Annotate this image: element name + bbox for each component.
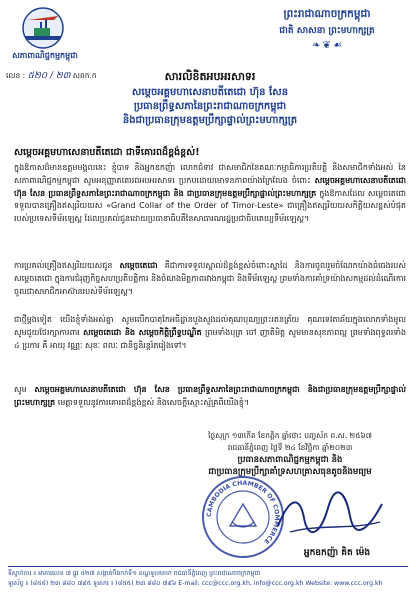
p1-text-a: ក្នុងឱកាសដ៏មានឧត្ដមមង្គលនេះ ខ្ញុំបាទ និងអ្នកឧកញ៉ា លោកជំទាវ ជាសមាជិកនៃគណៈកម្មាធិការប្រតិបត្តិ និងសមាជិកទាំងអស់ នៃសភាពាណិជ្ជកម្មកម្ពុជា សូមអនុញ្ញាតគោរពអបអរសាទរ ប្រកបដោយមោទនភាពយ៉ាងក្រៃលែង ចំពោះ	[14, 163, 406, 185]
p3-text-a: ជាថ្មីម្ដងទៀត យើងខ្ញុំទាំងអស់គ្នា សូមលើកបាតុកែអធិដ្ឋានបួងសួងដល់គុណបុណ្យព្រះរតនត្រ័យ គុណទេវតាឆ័យក្នុងលោកទាំងមូល សូមជួយថែរក្សាការពារ	[14, 315, 406, 337]
paragraph-4	[14, 384, 406, 428]
footer-contact: ទូរស័ព្ទ ៖ (៨៥៥) ២៣ ៨៨០ ៧៩៥ ទូរសារ ៖ (៨៥៥) ២៣ ៨៨០ ៧៩៦ E-mail: ccc@ccc.org.kh, info@ccc.org.kh Website: www.ccc.org.kh	[8, 580, 383, 587]
p4-text-a: សូម	[14, 385, 27, 394]
signer-title-1: ប្រធានសភាពាណិជ្ជកម្មកម្ពុជា និង	[237, 455, 343, 465]
chamber-logo	[14, 6, 72, 52]
paragraph-3	[14, 314, 406, 378]
reference-number	[6, 70, 97, 83]
p3-recipients: សម្ដេចតេជោ និង សម្ដេចកិត្តិព្រឹទ្ធបណ្ឌិត	[83, 327, 202, 337]
p1-recipient: សម្ដេចអគ្គមហាសេនាបតីតេជោ ហ៊ុន សែន ប្រធានព្រឹទ្ធសភានៃព្រះរាជាណាចក្រកម្ពុជា និង ជាប្រធានក្រុមឧត្ដមប្រឹក្សាផ្ទាល់ព្រះមហាក្សត្រ	[14, 175, 406, 198]
org-name: សភាពាណិជ្ជកម្មកម្ពុជា	[12, 51, 78, 60]
p2-text-a: ការប្រគល់គ្រឿងឥស្សរិយយសជូន	[14, 261, 113, 270]
signer-title-2: ជាប្រធានក្រុមប្រឹក្សាគាំទ្រសហគ្រាសធុនតូចនិងមធ្យម	[208, 467, 372, 477]
handwritten-signature	[270, 486, 390, 546]
recipient-name: សម្ដេចអគ្គមហាសេនាបតីតេជោ ហ៊ុន សែន	[131, 87, 289, 98]
salutation: សម្ដេចអគ្គមហាសេនាបតីតេជោ ជាទីគោរពដ៏ខ្ពង់ខ្ពស់!	[14, 147, 200, 158]
stamp-text: CAMBODIA CHAMBER OF COMMERCE	[205, 479, 281, 546]
footer-divider	[8, 566, 408, 567]
ship-icon	[24, 36, 62, 40]
p1-text-c: ក្នុងឱកាសដែល សម្ដេចតេជោ ទទួលបានគ្រឿងឥស្សរិយយស «Grand Collar of the Order of Timor-Leste» ជាគ្រឿងឥស្សរិយយសកិត្តិយសខ្ពស់បំផុតរបស់ប្រទេសទីម័រឡេស្ដ ដែលប្រគល់ជូនដោយប្រធានាធិបតីនៃសាធារណរដ្ឋប្រជាធិបតេយ្យទីម័រឡេស្ដ។	[14, 188, 406, 224]
solar-date: រាជធានីភ្នំពេញ ថ្ងៃទី ២៤ ខែវិច្ឆិកា ឆ្នាំ២០២៣	[227, 443, 353, 452]
ornament-divider: ❧❦☙	[312, 40, 344, 51]
national-motto: ជាតិ សាសនា ព្រះមហាក្សត្រ	[279, 26, 375, 36]
recipient-title-2: និងជាប្រធានក្រុមឧត្ដមប្រឹក្សាផ្ទាល់ព្រះមហាក្សត្រ	[122, 115, 298, 126]
p2-text-c: គឺជាការទទួលស្គាល់ដ៏ខ្ពង់ខ្ពស់ចំពោះស្នាដៃ និងការចូលរួមចំណែកយ៉ាងធំធេងរបស់ សម្ដេចតេជោ ក្នុងការជំរុញកិច្ចសហប្រតិបត្តិការ និងចំណងមិត្តភាពរវាងកម្ពុជា និងទីម័រឡេស្ដ ព្រមទាំងការគាំទ្រយ៉ាងសកម្មដល់ដំណើរការចូលជាសមាជិកអាស៊ានរបស់ទីម័រឡេស្ដ។	[14, 261, 406, 296]
p3-text-c: ព្រមទាំងបុត្រ ចៅ ញាតិមិត្ត សូមមានសុខភាពល្អ ព្រមទាំងពុទ្ធពរទាំង ៤ ប្រការ គឺ អាយុ វណ្ណៈ សុខៈ ពលៈ ជានិច្ចនិរន្តរ៍តរៀងទៅ។	[14, 327, 406, 350]
kingdom-heading: ព្រះរាជាណាចក្រកម្ពុជា	[283, 8, 371, 20]
p2-recipient: សម្ដេចតេជោ	[119, 261, 158, 270]
ref-label: លេខ :	[6, 71, 26, 80]
lunar-date: ថ្ងៃសុក្រ ១៣កើត ខែកត្ដិក ឆ្នាំថោះ បញ្ចស័ក ព.ស. ២៥៦៧	[208, 431, 372, 440]
signer-name: អ្នកឧកញ៉ា គិត ម៉េង	[303, 548, 371, 558]
paragraph-2	[14, 260, 406, 310]
recipient-title-1: ប្រធានព្រឹទ្ធសភានៃព្រះរាជាណាចក្រកម្ពុជា	[133, 101, 287, 112]
p4-text-c: មេត្ដាទទួលនូវការគោរពដ៏ខ្ពង់ខ្ពស់ និងសេចក្ដីស្មោះស្ម័គ្រពីយើងខ្ញុំ។	[57, 397, 250, 407]
ref-number: ៥២០ / ២៣	[27, 71, 71, 81]
paragraph-1	[14, 162, 406, 258]
footer-address: ទីស្នាក់ការ ៖ អាគារលេខ ៧ ផ្លូវ ៥២៧ សង្កាត់បឹងកក់ទី១ ខណ្ឌទួលគោក រាជធានីភ្នំពេញ ព្រះរាជាណាចក្រកម្ពុជា	[8, 570, 261, 577]
letter-title: សារលិខិតអបអរសាទរ	[164, 70, 256, 83]
p4-recipient: សម្ដេចអគ្គមហាសេនាបតីតេជោ ហ៊ុន សែន ប្រធានព្រឹទ្ធសភានៃព្រះរាជាណាចក្រកម្ពុជា និងជាប្រធានក្រុមឧត្ដមប្រឹក្សាផ្ទាល់ព្រះមហាក្សត្រ	[14, 385, 406, 407]
ref-suffix: សពក.ក	[72, 71, 97, 80]
